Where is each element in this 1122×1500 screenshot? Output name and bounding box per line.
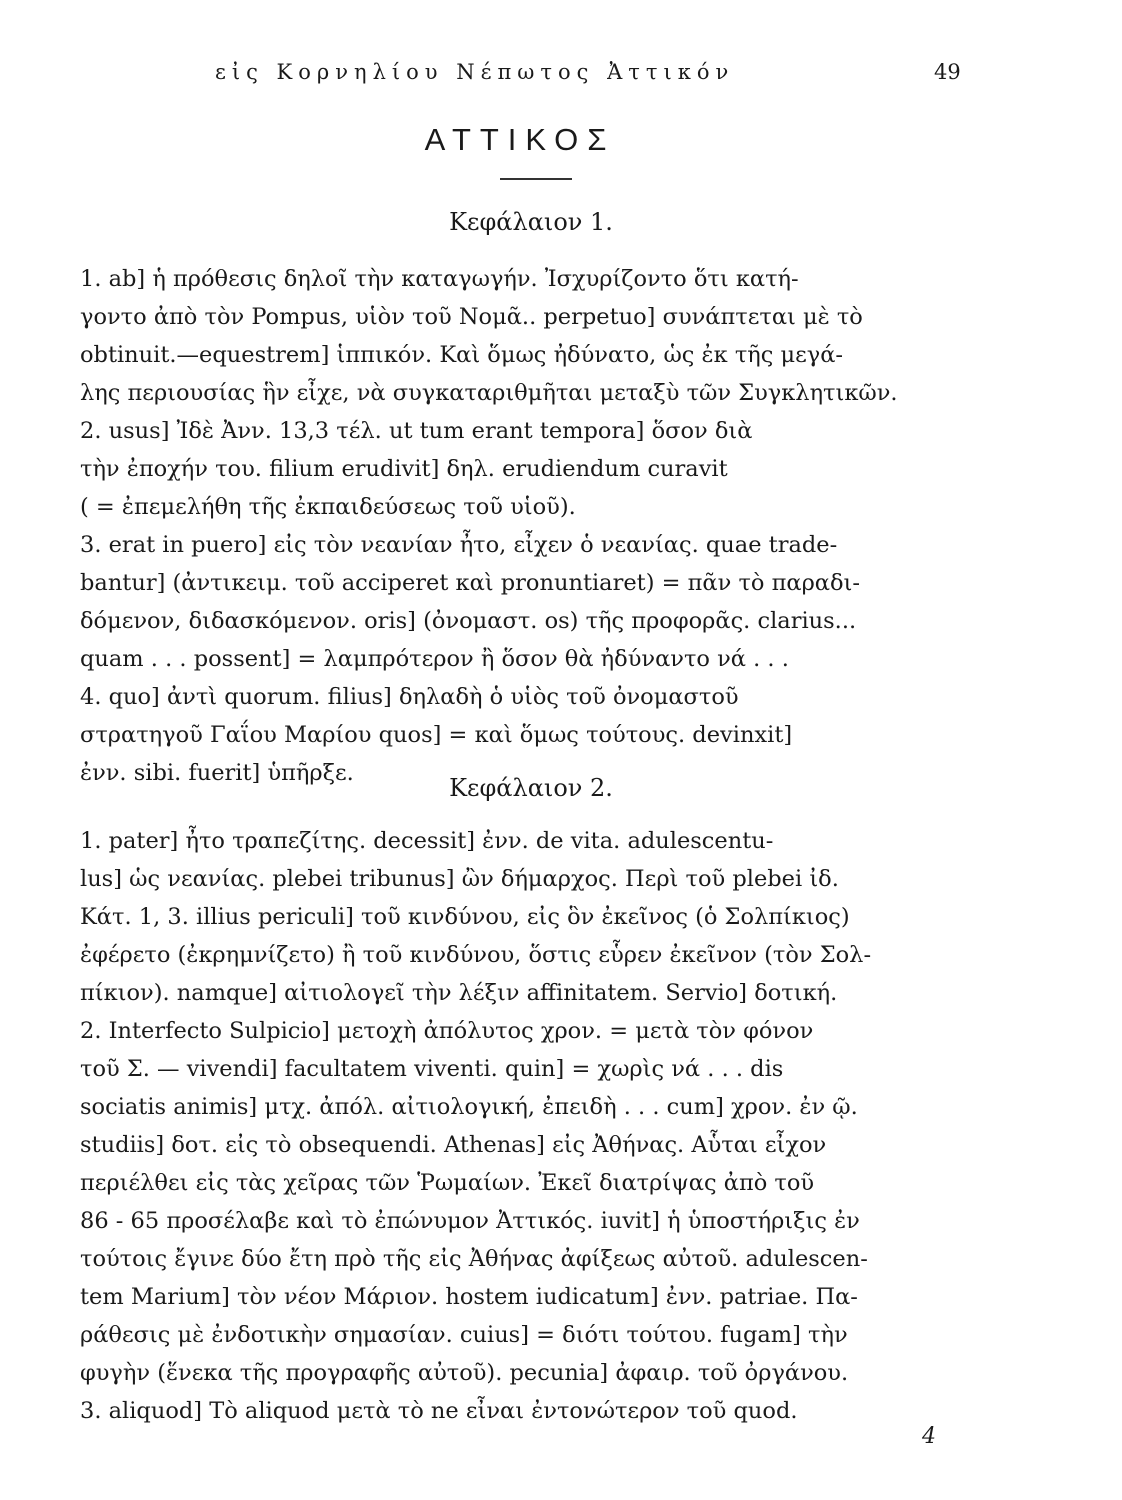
text-line: 2. usus] Ἰδὲ Ἀνν. 13,3 τέλ. ut tum erant tempora] ὅσον διὰ xyxy=(80,418,753,444)
text-line: ἐφέρετο (ἐκρημνίζετο) ἢ τοῦ κινδύνου, ὅστις εὗρεν ἐκεῖνον (τὸν Σολ- xyxy=(80,942,872,968)
text-line: ἐνν. sibi. fuerit] ὑπῆρξε. xyxy=(80,760,354,786)
text-line: bantur] (ἀντικειμ. τοῦ acciperet καὶ pronuntiaret) = πᾶν τὸ παραδι- xyxy=(80,570,860,596)
text-line: 86 - 65 προσέλαβε καὶ τὸ ἐπώνυμον Ἀττικός. iuvit] ἡ ὑποστήριξις ἐν xyxy=(80,1208,860,1234)
text-line: obtinuit.—equestrem] ἱππικόν. Καὶ ὅμως ἠδύνατο, ὡς ἐκ τῆς μεγά- xyxy=(80,342,844,368)
text-line: τοῦ Σ. — vivendi] facultatem viventi. quin] = χωρὶς νά . . . dis xyxy=(80,1056,784,1082)
text-line: περιέλθει εἰς τὰς χεῖρας τῶν Ῥωμαίων. Ἐκεῖ διατρίψας ἀπὸ τοῦ xyxy=(80,1170,815,1196)
chapter-2-body xyxy=(80,822,964,1430)
text-line: τούτοις ἔγινε δύο ἔτη πρὸ τῆς εἰς Ἀθήνας ἀφίξεως αὐτοῦ. adulescen- xyxy=(80,1246,868,1272)
chapter-2-heading: Κεφάλαιον 2. xyxy=(449,774,613,802)
chapter-1-heading: Κεφάλαιον 1. xyxy=(449,208,613,236)
text-line: studiis] δοτ. εἰς τὸ obsequendi. Athenas] εἰς Ἀθήνας. Αὗται εἶχον xyxy=(80,1132,827,1158)
text-line: στρατηγοῦ Γαΐου Μαρίου quos] = καὶ ὅμως τούτους. devinxit] xyxy=(80,722,793,748)
signature-mark: 4 xyxy=(922,1424,936,1449)
title-divider xyxy=(500,178,572,180)
text-line: ράθεσις μὲ ἐνδοτικὴν σημασίαν. cuius] = διότι τούτου. fugam] τὴν xyxy=(80,1322,848,1348)
text-line: 4. quo] ἀντὶ quorum. filius] δηλαδὴ ὁ υἱὸς τοῦ ὀνομαστοῦ xyxy=(80,684,739,710)
text-line: 3. aliquod] Τὸ aliquod μετὰ τὸ ne εἶναι ἐντονώτερον τοῦ quod. xyxy=(80,1398,798,1424)
text-line: 3. erat in puero] εἰς τὸν νεανίαν ἦτο, εἶχεν ὁ νεανίας. quae trade- xyxy=(80,532,838,558)
text-line: quam . . . possent] = λαμπρότερον ἢ ὅσον θὰ ἠδύναντο νά . . . xyxy=(80,646,789,672)
text-line: 2. Interfecto Sulpicio] μετοχὴ ἀπόλυτος χρον. = μετὰ τὸν φόνον xyxy=(80,1018,814,1044)
text-line: λης περιουσίας ἣν εἶχε, νὰ συγκαταριθμῆται μεταξὺ τῶν Συγκλητικῶν. xyxy=(80,380,898,406)
text-line: ( = ἐπεμελήθη τῆς ἐκπαιδεύσεως τοῦ υἱοῦ). xyxy=(80,494,576,520)
page-number: 49 xyxy=(934,60,961,84)
text-line: 1. ab] ἡ πρόθεσις δηλοῖ τὴν καταγωγήν. Ἰσχυρίζοντο ὅτι κατή- xyxy=(80,266,799,292)
text-line: δόμενον, διδασκόμενον. oris] (ὀνομαστ. os) τῆς προφορᾶς. clarius... xyxy=(80,608,857,634)
text-line: tem Marium] τὸν νέον Μάριον. hostem iudicatum] ἐνν. patriae. Πα- xyxy=(80,1284,858,1310)
running-head: εἰς Κορνηλίου Νέπωτος Ἀττικόν xyxy=(215,60,735,84)
text-line: τὴν ἐποχήν του. filium erudivit] δηλ. erudiendum curavit xyxy=(80,456,728,482)
text-line: 1. pater] ἦτο τραπεζίτης. decessit] ἐνν. de vita. adulescentu- xyxy=(80,828,774,854)
text-line: γοντο ἀπὸ τὸν Pompus, υἱὸν τοῦ Νομᾶ.. perpetuo] συνάπτεται μὲ τὸ xyxy=(80,304,863,330)
text-line: φυγὴν (ἕνεκα τῆς προγραφῆς αὐτοῦ). pecunia] ἀφαιρ. τοῦ ὀργάνου. xyxy=(80,1360,849,1386)
text-line: sociatis animis] μτχ. ἀπόλ. αἰτιολογική, ἐπειδὴ . . . cum] χρον. ἐν ῷ. xyxy=(80,1094,858,1120)
text-line: πίκιον). namque] αἰτιολογεῖ τὴν λέξιν affinitatem. Servio] δοτική. xyxy=(80,980,838,1006)
section-title: ΑΤΤΙΚΟΣ xyxy=(424,122,616,157)
text-line: Κάτ. 1, 3. illius periculi] τοῦ κινδύνου, εἰς ὃν ἐκεῖνος (ὁ Σολπίκιος) xyxy=(80,904,850,930)
chapter-1-body xyxy=(80,260,964,792)
text-line: lus] ὡς νεανίας. plebei tribunus] ὢν δήμαρχος. Περὶ τοῦ plebei ἰδ. xyxy=(80,866,839,892)
